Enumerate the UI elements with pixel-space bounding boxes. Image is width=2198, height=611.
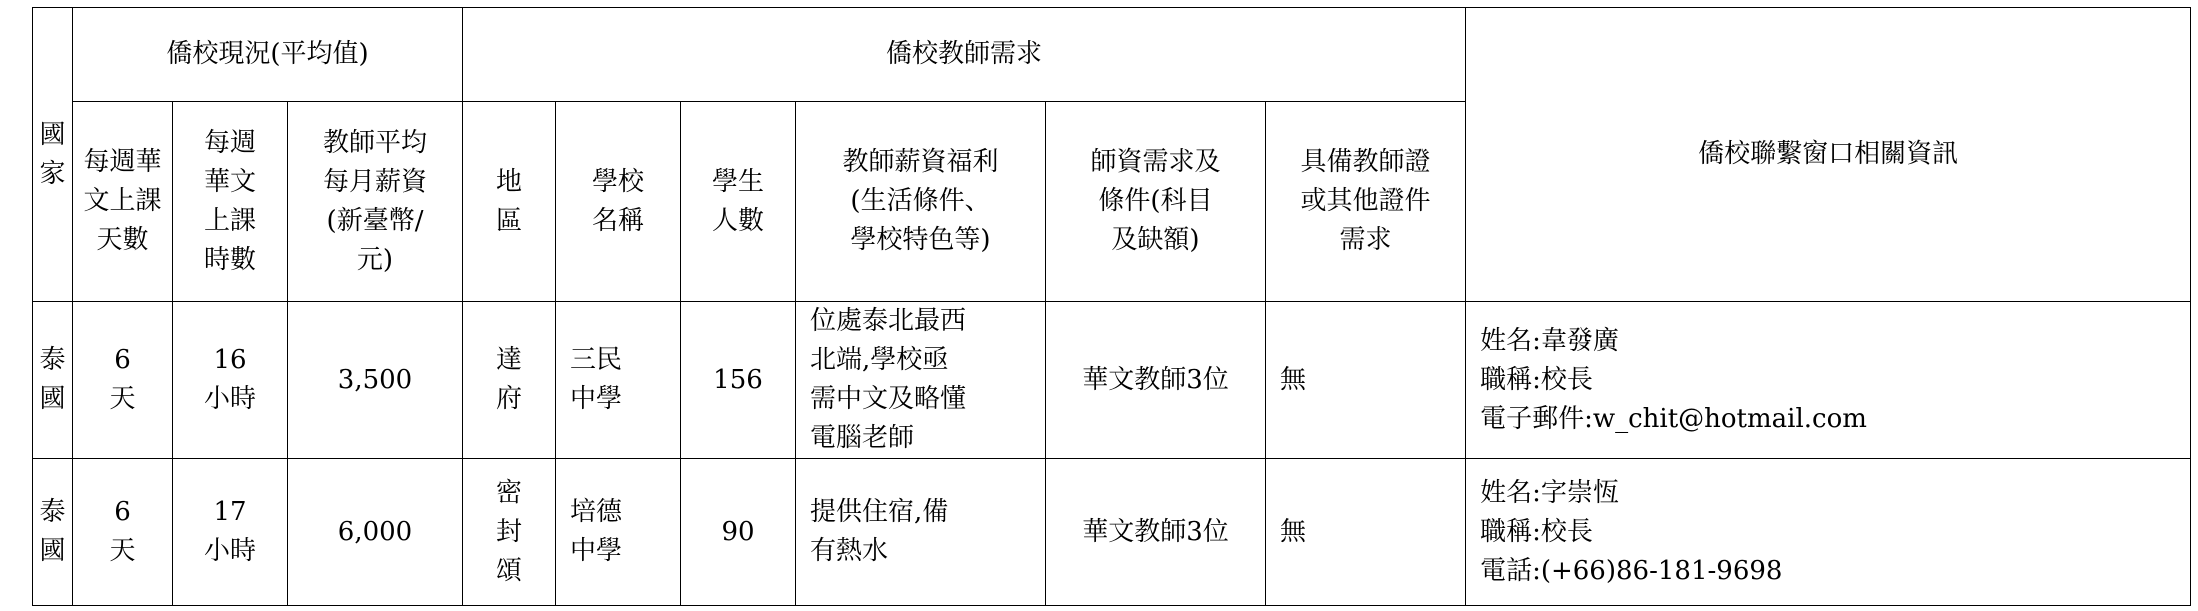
header-average-salary: 教師平均 每月薪資 (新臺幣/ 元) [288, 102, 463, 302]
teacher-demand-table [32, 7, 2191, 606]
cell-country: 泰 國 [33, 302, 73, 459]
header-requirements: 師資需求及 條件(科目 及缺額) [1046, 102, 1266, 302]
cell-days: 6 天 [73, 302, 173, 459]
cell-region: 密 封 頌 [463, 459, 556, 606]
cell-student-count: 90 [681, 459, 796, 606]
header-certificates: 具備教師證 或其他證件 需求 [1266, 102, 1466, 302]
header-country: 國 家 [33, 8, 73, 302]
cell-days: 6 天 [73, 459, 173, 606]
header-benefits: 教師薪資福利 (生活條件、 學校特色等) [796, 102, 1046, 302]
cell-student-count: 156 [681, 302, 796, 459]
cell-benefits: 提供住宿,備 有熱水 [796, 459, 1046, 606]
cell-requirements: 華文教師3位 [1046, 302, 1266, 459]
table-row [33, 302, 2191, 459]
cell-contact: 姓名:韋發廣 職稱:校長 電子郵件:w_chit@hotmail.com [1466, 302, 2191, 459]
header-region: 地 區 [463, 102, 556, 302]
cell-hours: 16 小時 [173, 302, 288, 459]
cell-school-name: 培德 中學 [556, 459, 681, 606]
header-days-per-week: 每週華 文上課 天數 [73, 102, 173, 302]
cell-contact: 姓名:字崇恆 職稱:校長 電話:(+66)86-181-9698 [1466, 459, 2191, 606]
cell-school-name: 三民 中學 [556, 302, 681, 459]
header-school-name: 學校 名稱 [556, 102, 681, 302]
cell-requirements: 華文教師3位 [1046, 459, 1266, 606]
table-row [33, 459, 2191, 606]
cell-salary: 6,000 [288, 459, 463, 606]
cell-certificates: 無 [1266, 459, 1466, 606]
cell-region: 達 府 [463, 302, 556, 459]
group-header-row [33, 8, 2191, 102]
cell-hours: 17 小時 [173, 459, 288, 606]
cell-salary: 3,500 [288, 302, 463, 459]
header-teacher-demand: 僑校教師需求 [463, 8, 1466, 102]
header-school-status: 僑校現況(平均值) [73, 8, 463, 102]
header-student-count: 學生 人數 [681, 102, 796, 302]
cell-benefits: 位處泰北最西 北端,學校亟 需中文及略懂 電腦老師 [796, 302, 1046, 459]
cell-certificates: 無 [1266, 302, 1466, 459]
cell-country: 泰 國 [33, 459, 73, 606]
header-hours-per-week: 每週 華文 上課 時數 [173, 102, 288, 302]
header-contact-info: 僑校聯繫窗口相關資訊 [1466, 8, 2191, 302]
